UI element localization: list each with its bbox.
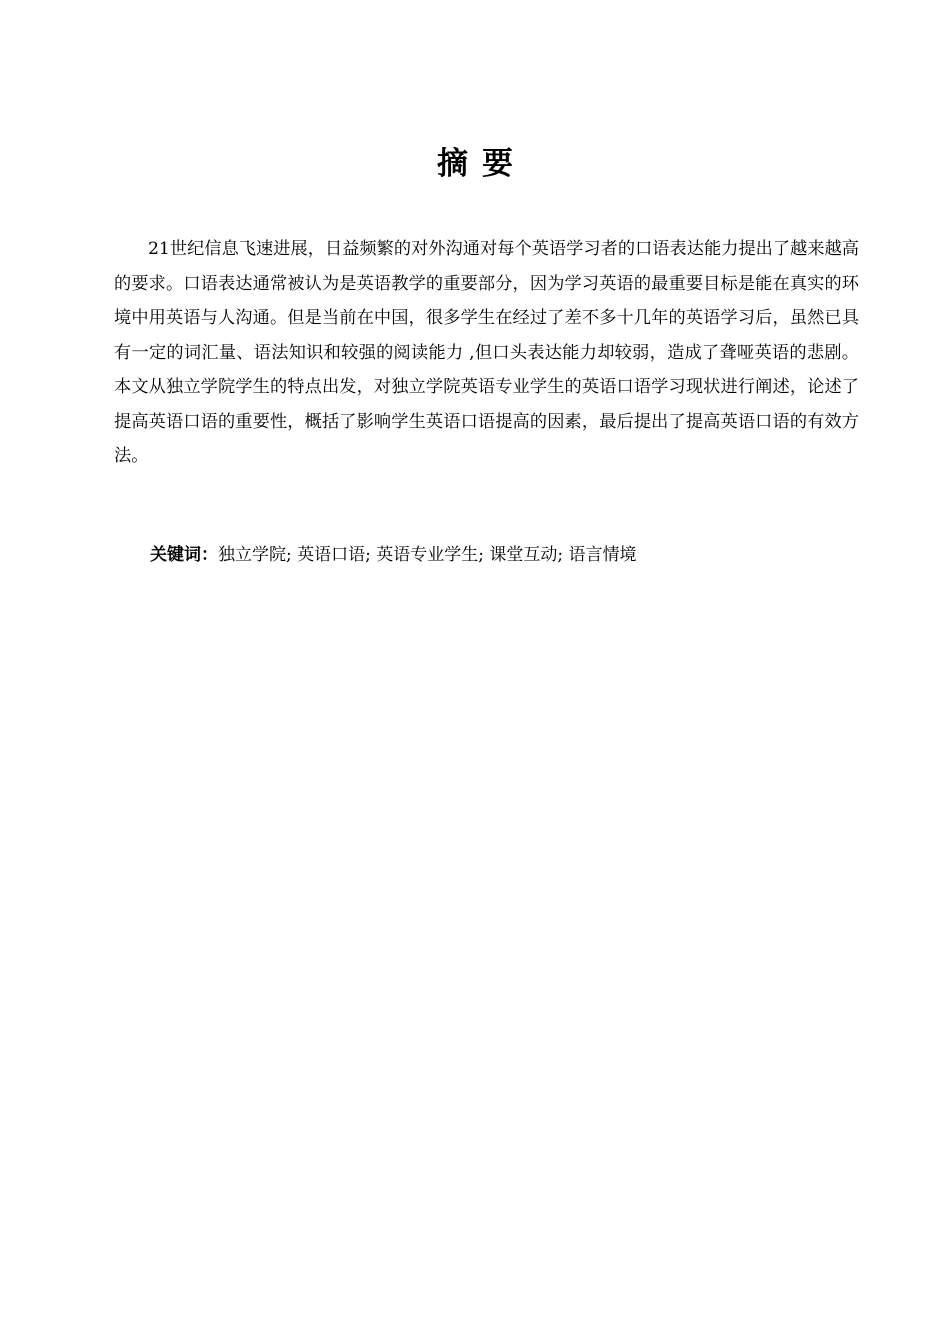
abstract-body: 21世纪信息飞速进展，日益频繁的对外沟通对每个英语学习者的口语表达能力提出了越来越高的要求。口语表达通常被认为是英语教学的重要部分，因为学习英语的最重要目标是能在真实的环境中用英语与人沟通。但是当前在中国，很多学生在经过了差不多十几年的英语学习后，虽然已具有一定的词汇量、语法知识和较强的阅读能力 ,但口头表达能力却较弱，造成了聋哑英语的悲剧。本文从独立学院学生的特点出发，对独立学院英语专业学生的英语口语学习现状进行阐述，论述了提高英语口语的重要性，概括了影响学生英语口语提高的因素，最后提出了提高英语口语的有效方法。 bbox=[114, 239, 859, 466]
abstract-title: 摘要 bbox=[437, 146, 527, 182]
keywords-label: 关键词： bbox=[150, 545, 218, 565]
keywords-text: 独立学院; 英语口语; 英语专业学生; 课堂互动; 语言情境 bbox=[218, 545, 637, 565]
keywords-line bbox=[150, 538, 859, 573]
